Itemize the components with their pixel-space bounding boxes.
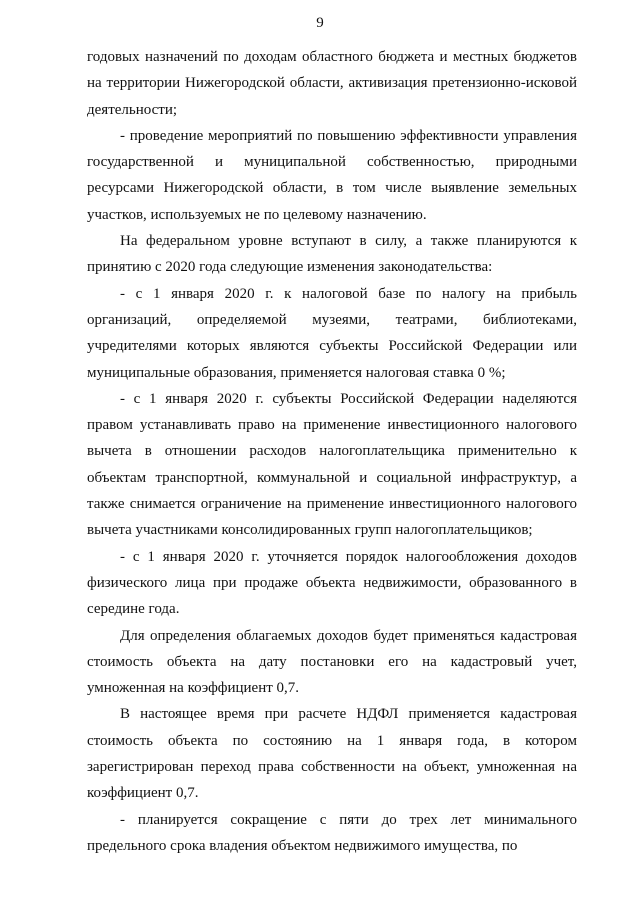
page-number: 9 bbox=[316, 15, 324, 31]
paragraph-ownership-term: - планируется сокращение с пяти до трех лет минимального предельного срока владения объектом недвижимого имущества, по bbox=[87, 811, 577, 854]
paragraph-investment-deduction: - с 1 января 2020 г. субъекты Российской Федерации наделяются правом устанавливать право на применение инвестиционного налогового вычета в отношении расходов налогоплательщика применительно к объектам транспортной, коммунальной и социальной инфраструктур, а также снимается ограничение на применение инвестиционного налогового вычета участниками консолидированных групп налогоплательщиков; bbox=[87, 390, 577, 539]
paragraph-ndfl-current: В настоящее время при расчете НДФЛ применяется кадастровая стоимость объекта по состоянию на 1 января года, в котором зарегистрирован переход права собственности на объект, умноженная на коэффициент 0,7. bbox=[87, 706, 577, 802]
paragraph-property-management: - проведение мероприятий по повышению эффективности управления государственной и муниципальной собственностью, природными ресурсами Нижегородской области, в том числе выявление земельных участков, используемых не по целевому назначению. bbox=[87, 127, 577, 223]
paragraph-continuation: годовых назначений по доходам областного бюджета и местных бюджетов на территории Нижегородской области, активизация претензионно-исковой деятельности; bbox=[87, 49, 577, 118]
paragraph-taxable-income: Для определения облагаемых доходов будет применяться кадастровая стоимость объекта на дату постановки его на кадастровый учет, умноженная на коэффициент 0,7. bbox=[87, 627, 577, 697]
paragraph-federal-changes: На федеральном уровне вступают в силу, а также планируются к принятию с 2020 года следующие изменения законодательства: bbox=[87, 233, 577, 276]
paragraph-property-sale: - с 1 января 2020 г. уточняется порядок налогообложения доходов физического лица при продаже объекта недвижимости, образованного в середине года. bbox=[87, 548, 577, 618]
paragraph-zero-rate: - с 1 января 2020 г. к налоговой базе по налогу на прибыль организаций, определяемой музеями, театрами, библиотеками, учредителями которых являются субъекты Российской Федерации или муниципальные образования, применяется налоговая ставка 0 %; bbox=[87, 285, 577, 381]
document-body bbox=[87, 44, 577, 859]
